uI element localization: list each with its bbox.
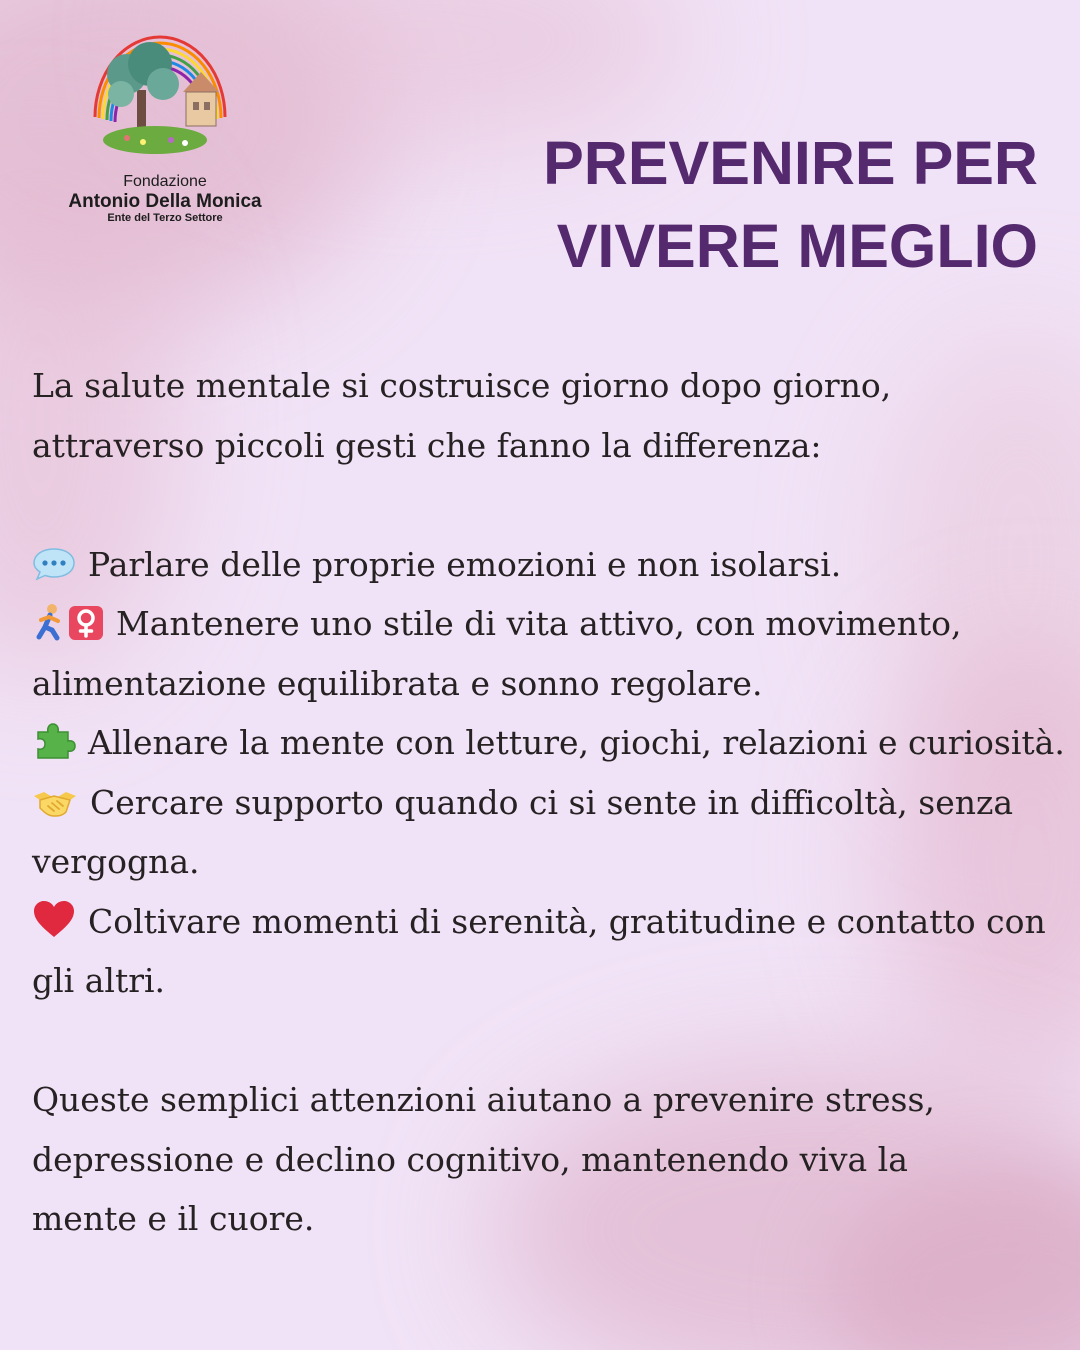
outro-line-3: mente e il cuore.: [32, 1199, 315, 1238]
logo-foundation-label: Fondazione: [123, 173, 207, 190]
red-heart-icon: [32, 899, 76, 939]
list-item-text: Parlare delle proprie emozioni e non isolarsi.: [88, 544, 842, 584]
list-item: [32, 594, 1067, 713]
list-item-text: Cercare supporto quando ci si sente in difficoltà, senza vergogna.: [32, 782, 1014, 881]
tree-house-rainbow-logo-icon: [85, 22, 235, 162]
title-line-1: PREVENIRE PER: [543, 129, 1038, 197]
list-item-text: Mantenere uno stile di vita attivo, con movimento, alimentazione equilibrata e sonno regolare.: [32, 604, 962, 703]
page-title: [338, 122, 1038, 288]
speech-bubble-icon: [32, 546, 76, 582]
intro-line-1: La salute mentale si costruisce giorno dopo giorno,: [32, 366, 892, 405]
runner-icon: [32, 603, 66, 641]
logo-foundation-subtitle: Ente del Terzo Settore: [107, 212, 223, 224]
list-item-text: Coltivare momenti di serenità, gratitudine e contatto con gli altri.: [32, 901, 1046, 1000]
female-sign-icon: [68, 605, 104, 641]
foundation-logo: [40, 22, 290, 232]
list-item: [32, 535, 1067, 595]
closing-paragraph: [32, 1070, 1067, 1249]
outro-line-1: Queste semplici attenzioni aiutano a prevenire stress,: [32, 1080, 935, 1119]
puzzle-piece-icon: [32, 720, 76, 760]
list-item: [32, 892, 1067, 1011]
intro-line-2: attraverso piccoli gesti che fanno la differenza:: [32, 425, 822, 465]
list-item: [32, 713, 1067, 773]
intro-paragraph: [32, 356, 1067, 475]
logo-foundation-name: Antonio Della Monica: [68, 191, 262, 212]
title-line-2: VIVERE MEGLIO: [556, 212, 1038, 280]
main-content: [32, 356, 1067, 1249]
list-item-text: Allenare la mente con letture, giochi, relazioni e curiosità.: [88, 723, 1065, 762]
handshake-icon: [32, 786, 78, 820]
outro-line-2: depressione e declino cognitivo, mantenendo viva la: [32, 1139, 908, 1179]
list-item: [32, 773, 1067, 892]
